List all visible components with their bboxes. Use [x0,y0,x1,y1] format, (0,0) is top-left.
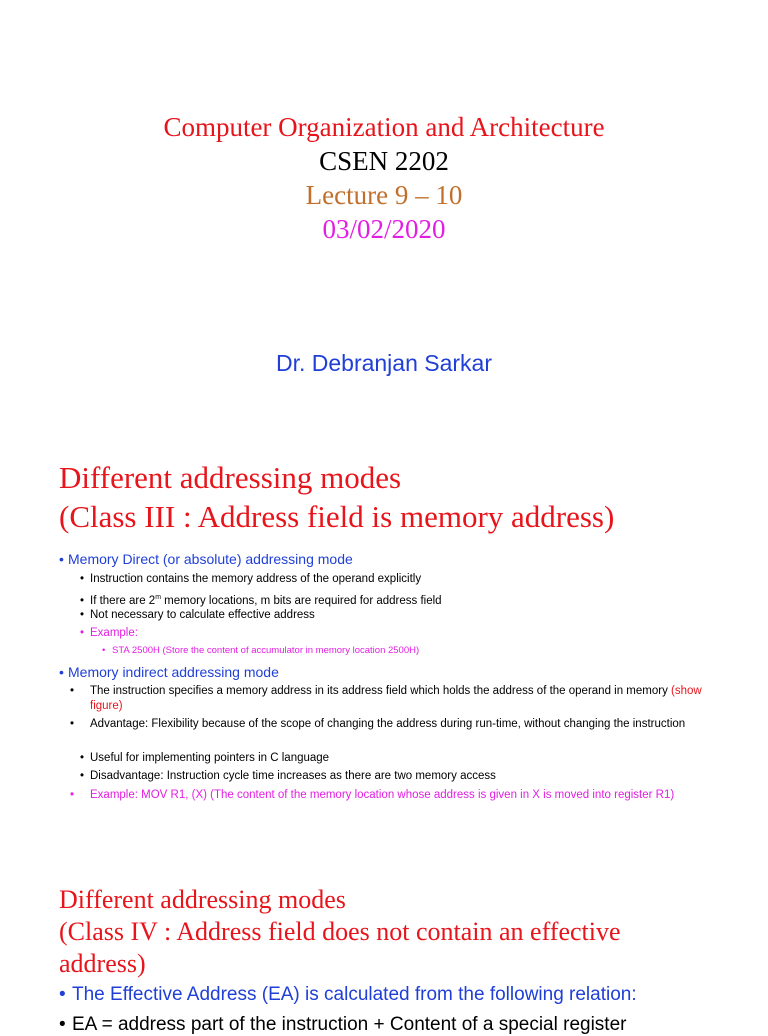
list-item-text: If there are 2 [90,594,156,607]
list-item-text: The instruction specifies a memory address in its address field which holds the address of the operand in memory [90,685,668,697]
list-item [70,684,710,714]
bullet-icon: • [80,573,85,585]
slide-subheading-cont: address) [59,949,146,978]
section-title: Memory indirect addressing mode [68,664,279,680]
list-item-text: Not necessary to calculate effective address [90,609,315,621]
list-item [80,608,710,623]
lecture-date: 03/02/2020 [322,214,446,244]
list-item-text: Instruction contains the memory address of the operand explicitly [90,573,422,585]
list-item-text: The Effective Address (EA) is calculated from the following relation: [72,984,637,1005]
bullet-icon: • [59,984,66,1005]
bullet-icon: • [59,551,64,567]
list-item-text: Advantage: Flexibility because of the scope of changing the address during run-time, without changing the instruction [90,718,686,730]
example-label: Example: [90,627,138,639]
list-item-memory-indirect [59,664,279,680]
list-item [80,572,710,587]
bullet-icon: • [80,752,85,764]
slide-class-iv [0,880,768,1035]
slide-heading: Different addressing modes [59,885,346,914]
title-slide [0,0,768,440]
list-item [80,590,710,609]
list-item-example-text [102,645,419,656]
bullet-icon: • [80,609,85,621]
list-item [80,769,710,784]
slide-class-iii [0,440,768,840]
list-item-text: EA = address part of the instruction + Content of a special register [72,1014,627,1035]
bullet-icon: • [80,594,85,607]
bullet-icon: • [70,685,75,697]
example-text: STA 2500H (Store the content of accumulator in memory location 2500H) [112,645,420,656]
bullet-icon: • [80,627,85,639]
author-name: Dr. Debranjan Sarkar [275,350,493,376]
list-item-ea-formula [59,1014,626,1036]
bullet-icon: • [59,664,64,680]
list-item-example [80,626,710,641]
list-item [80,751,710,766]
slide-subheading: (Class III : Address field is memory address) [59,499,615,534]
section-title: Memory Direct (or absolute) addressing mode [68,551,353,567]
show-figure-note: (show figure) [90,685,702,712]
list-item-memory-direct [59,551,353,567]
slide-subheading: (Class IV : Address field does not contain an effective [59,917,621,946]
list-item-text: memory locations, m bits are required for address field [160,594,442,607]
bullet-icon: • [70,789,75,801]
list-item-example [70,788,710,803]
list-item-text: Useful for implementing pointers in C language [90,752,330,764]
list-item-ea [59,984,637,1006]
example-text: Example: MOV R1, (X) (The content of the memory location whose address is given in X is moved into register R1) [90,789,675,801]
superscript-m: m [155,594,161,601]
bullet-icon: • [59,1014,66,1035]
lecture-number: Lecture 9 – 10 [305,180,463,210]
bullet-icon: • [80,770,85,782]
list-item-text: Disadvantage: Instruction cycle time increases as there are two memory access [90,770,496,782]
course-code: CSEN 2202 [319,146,449,176]
list-item [70,717,710,732]
course-title: Computer Organization and Architecture [163,112,605,142]
bullet-icon: • [102,645,106,656]
slide-heading: Different addressing modes [59,460,402,495]
bullet-icon: • [70,718,75,730]
